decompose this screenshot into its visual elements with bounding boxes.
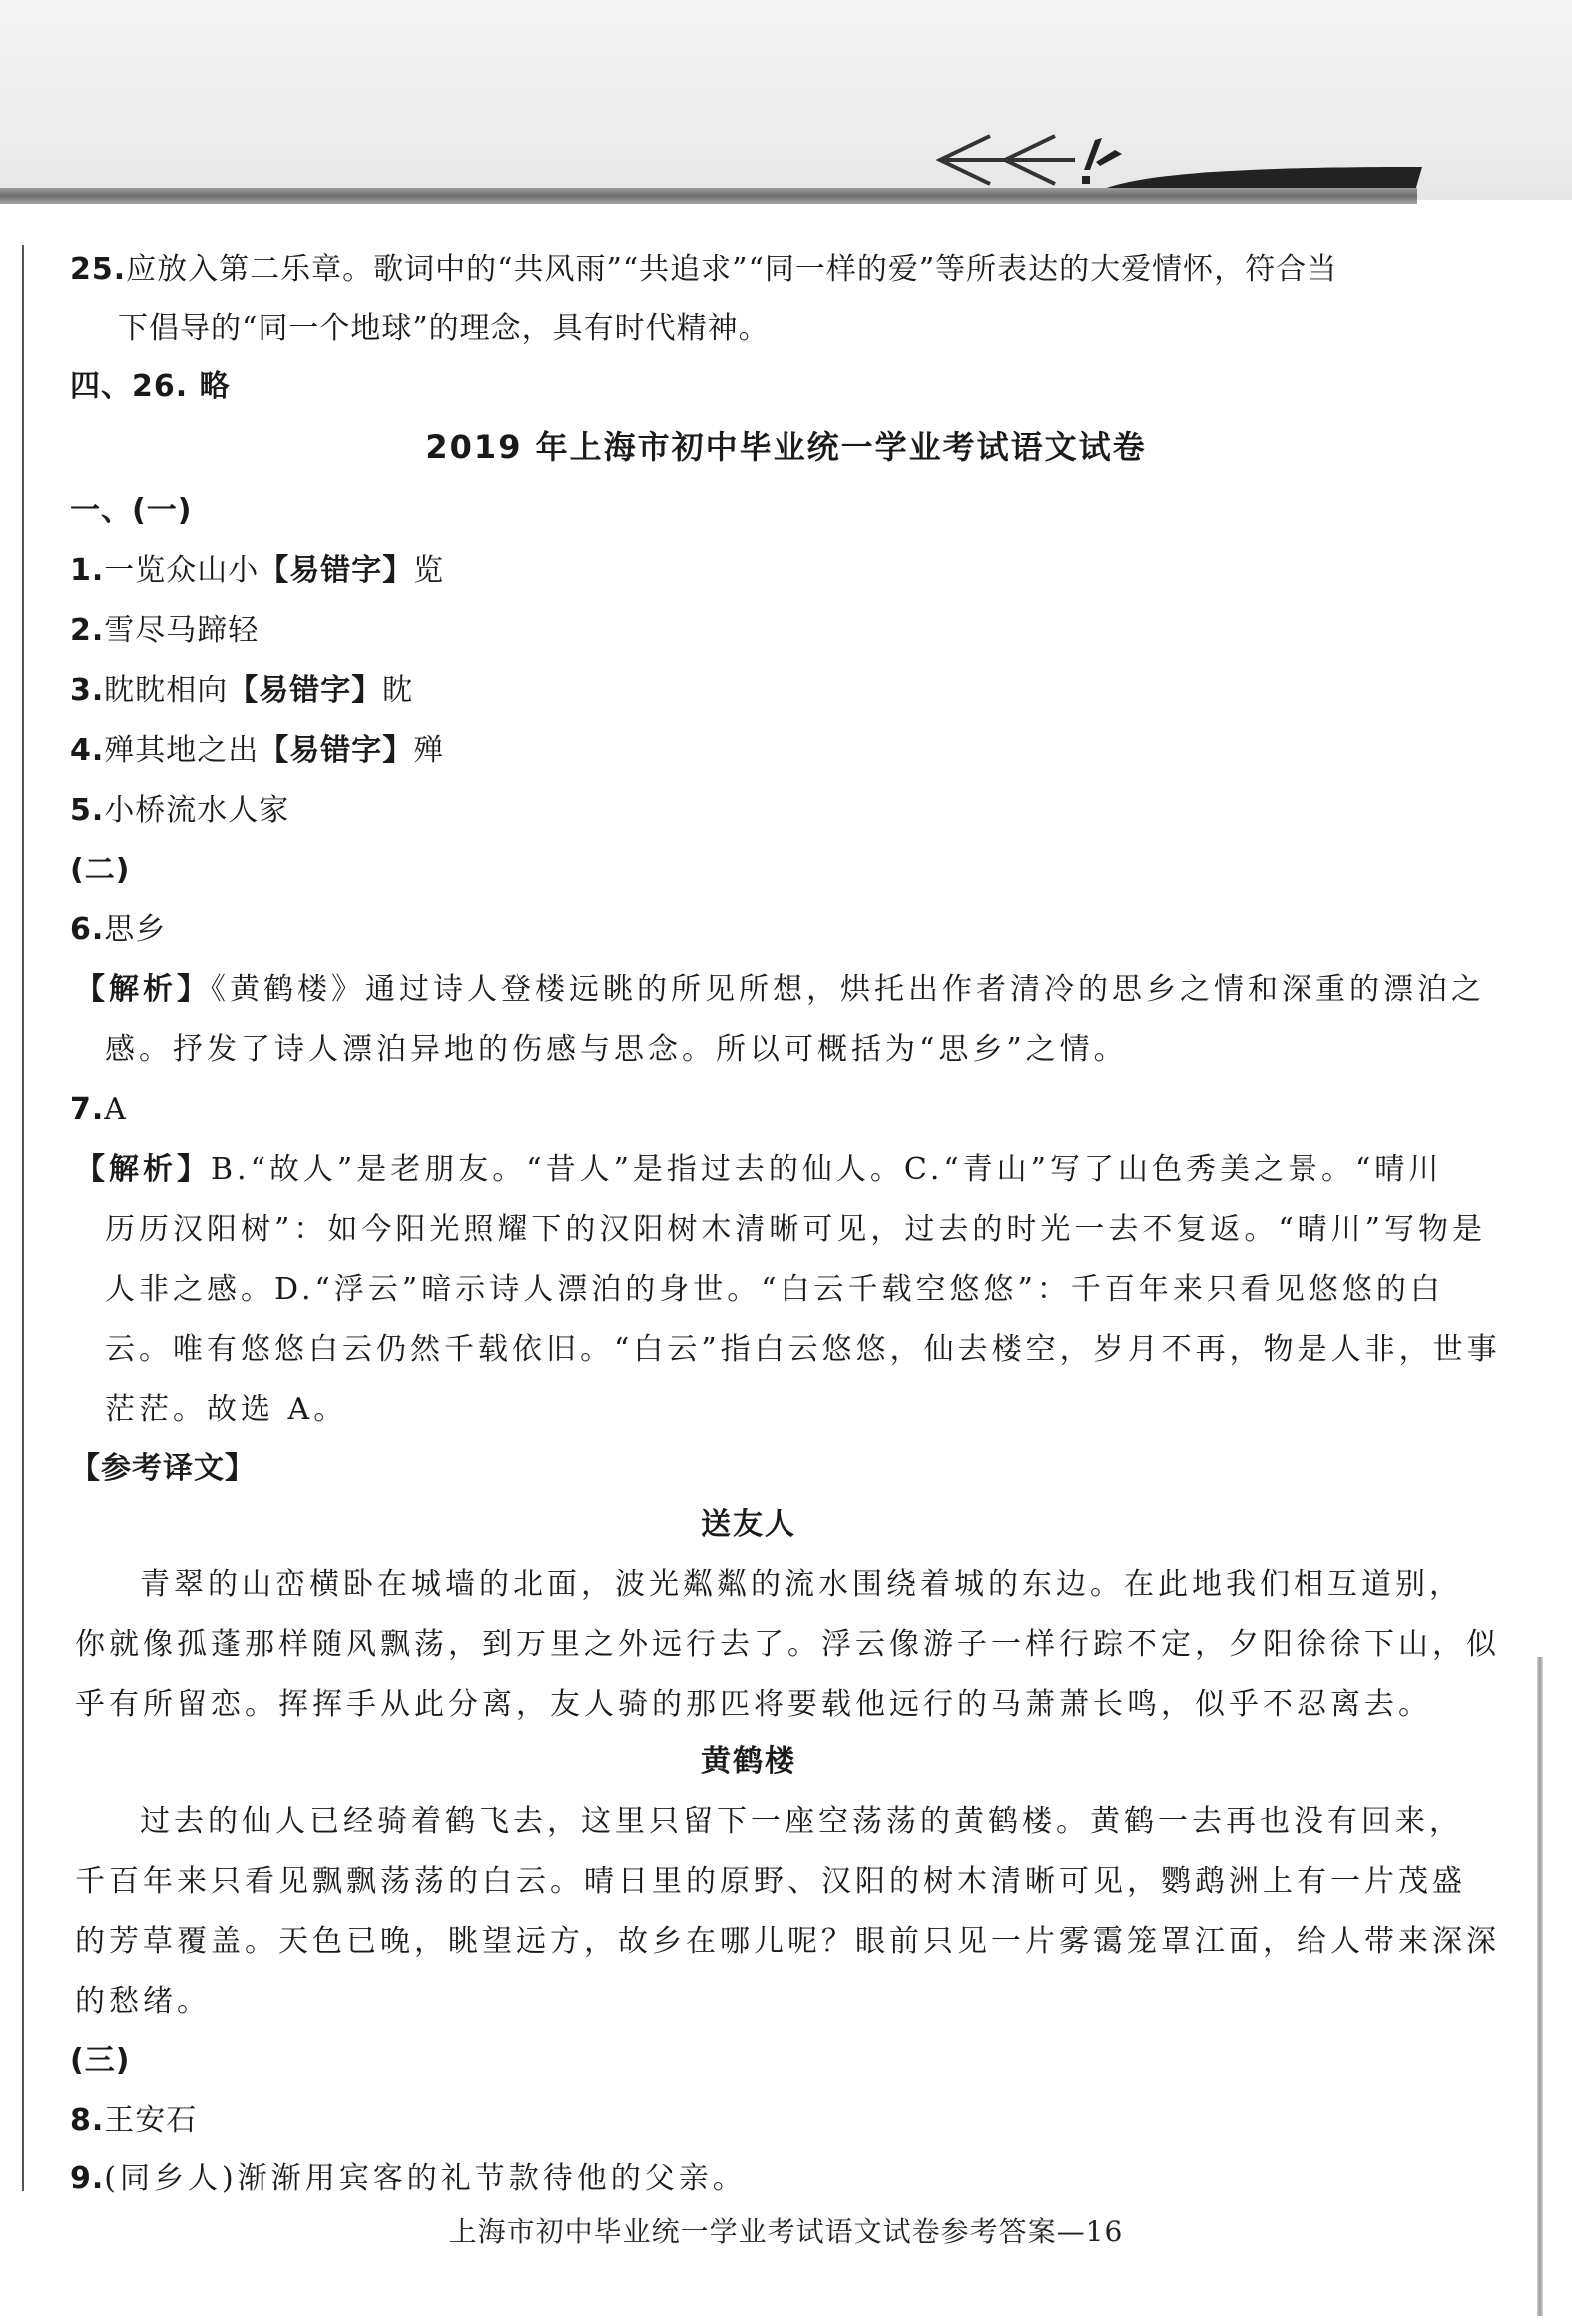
page-footer: 上海市初中毕业统一学业考试语文试卷参考答案—16: [448, 2215, 1124, 2248]
poem2-line4: 的愁绪。: [75, 1984, 211, 2019]
section1-item-4: 4.殚其地之出【易错字】殚: [70, 733, 445, 768]
section3-heading: (三): [70, 2043, 131, 2078]
exam-title: 2019 年上海市初中毕业统一学业考试语文试卷: [425, 428, 1147, 466]
q25-line2: 下倡导的“同一个地球”的理念，具有时代精神。: [118, 311, 770, 346]
poem2-line2: 千百年来只看见飘飘荡荡的白云。晴日里的原野、汉阳的树木清晰可见，鹦鹉洲上有一片茂盛: [75, 1864, 1466, 1899]
q25-text: 应放入第二乐章。歌词中的“共风雨”“共追求”“同一样的爱”等所表达的大爱情怀，符合当: [126, 252, 1338, 287]
poem1-line1: 青翠的山峦横卧在城墙的北面，波光粼粼的流水围绕着城的东边。在此地我们相互道别，: [140, 1567, 1463, 1602]
q26-text: 四、26. 略: [70, 369, 231, 404]
section1-item-2: 2.雪尽马蹄轻: [70, 613, 260, 648]
poem2-line1: 过去的仙人已经骑着鹤飞去，这里只留下一座空荡荡的黄鹤楼。黄鹤一去再也没有回来，: [140, 1804, 1463, 1839]
section1-item-5: 5.小桥流水人家: [70, 793, 290, 828]
q7-analysis-line4: 云。唯有悠悠白云仍然千载依旧。“白云”指白云悠悠，仙去楼空，岁月不再，物是人非，世事: [105, 1332, 1501, 1367]
translation-heading: 【参考译文】: [70, 1452, 256, 1486]
section1-item-1: 1.一览众山小【易错字】览: [70, 553, 445, 588]
q7-answer-line: 7.A: [70, 1092, 127, 1127]
q6-answer-line: 6.思乡: [70, 912, 167, 947]
q7-analysis-line2: 历历汉阳树”：如今阳光照耀下的汉阳树木清晰可见，过去的时光一去不复返。“晴川”写物是: [105, 1212, 1487, 1247]
q6-analysis-line2: 感。抒发了诗人漂泊异地的伤感与思念。所以可概括为“思乡”之情。: [105, 1032, 1128, 1067]
q7-analysis-line3: 人非之感。D.“浮云”暗示诗人漂泊的身世。“白云千载空悠悠”：千百年来只看见悠悠的白: [105, 1272, 1444, 1307]
q7-analysis-line1: 【解析】B.“故人”是老朋友。“昔人”是指过去的仙人。C.“青山”写了山色秀美之景。“晴川: [75, 1152, 1443, 1187]
poem1-line3: 乎有所留恋。挥挥手从此分离，友人骑的那匹将要载他远行的马萧萧长鸣，似乎不忍离去。: [75, 1687, 1432, 1722]
q6-analysis-line1: 【解析】《黄鹤楼》通过诗人登楼远眺的所见所想，烘托出作者清冷的思乡之情和深重的漂泊之: [75, 972, 1485, 1007]
section1-item-3: 3.眈眈相向【易错字】眈: [70, 673, 414, 708]
poem1-title: 送友人: [701, 1507, 796, 1542]
q26-line: [70, 367, 1427, 407]
header-rule: [0, 188, 1417, 204]
left-margin-rule: [22, 245, 24, 2191]
poem2-line3: 的芳草覆盖。天色已晚，眺望远方，故乡在哪儿呢？眼前只见一片雾霭笼罩江面，给人带来深深: [75, 1924, 1500, 1959]
q25-line1: [70, 250, 1427, 290]
section2-heading: (二): [70, 853, 131, 887]
section1-heading: 一、(一): [70, 493, 193, 528]
q8-answer-line: 8.王安石: [70, 2103, 198, 2138]
q7-analysis-line5: 茫茫。故选 A。: [105, 1392, 348, 1427]
q25-number: 25.: [70, 252, 127, 287]
q9-answer-line: 9.(同乡人)渐渐用宾客的礼节款待他的父亲。: [70, 2161, 747, 2196]
poem2-title: 黄鹤楼: [701, 1744, 796, 1779]
poem1-line2: 你就像孤蓬那样随风飘荡，到万里之外远行去了。浮云像游子一样行踪不定，夕阳徐徐下山，似: [75, 1627, 1500, 1662]
